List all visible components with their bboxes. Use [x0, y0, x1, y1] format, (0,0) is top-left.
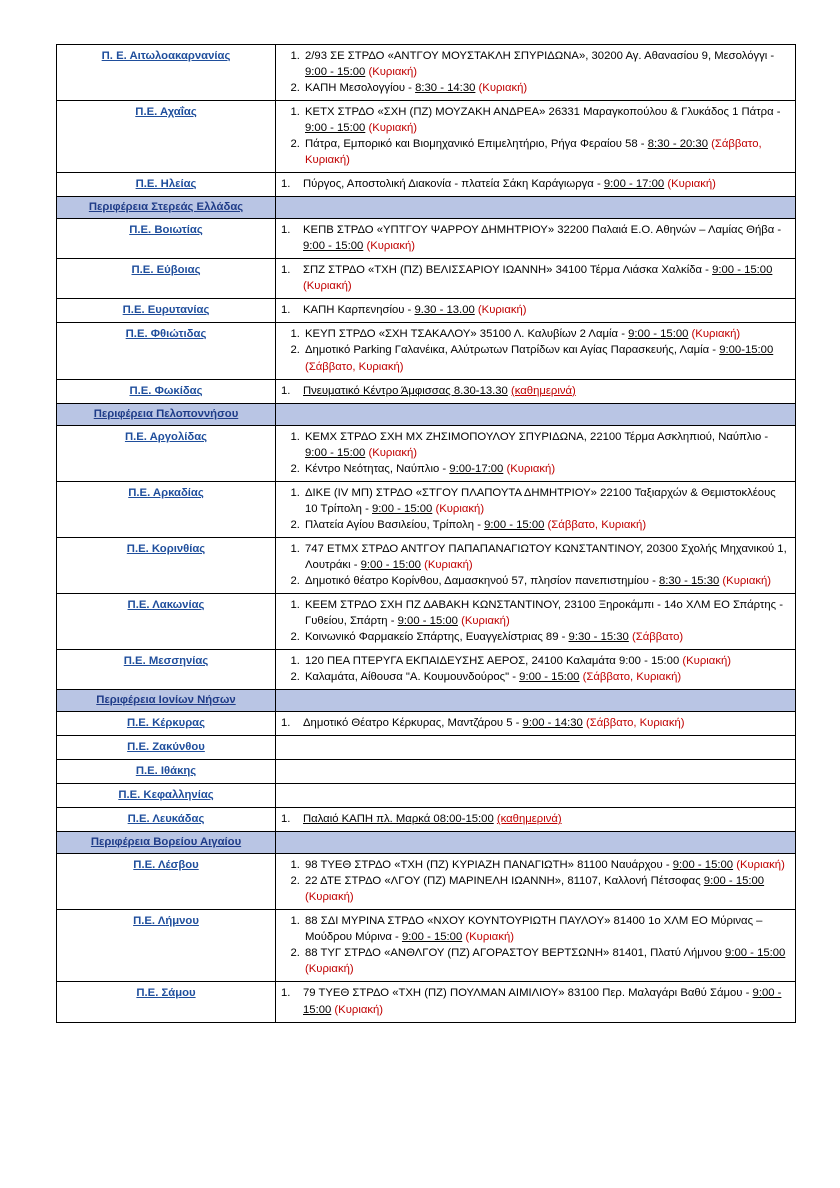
list-item: 1. ΚΕΥΠ ΣΤΡΔΟ «ΣΧΗ ΤΣΑΚΑΛΟΥ» 35100 Λ. Καλυβίων 2 Λαμία - 9:00 - 15:00 (Κυριακή) — [303, 326, 790, 342]
list-item: 1. Δημοτικό Θέατρο Κέρκυρας, Μαντζάρου 5 - 9:00 - 14:30 (Σάββατο, Κυριακή) — [281, 715, 790, 731]
region-cell — [57, 982, 276, 1022]
region-cell — [57, 379, 276, 403]
locations-list — [281, 485, 790, 533]
list-item: 1. Πύργος, Αποστολική Διακονία - πλατεία Σάκη Καράγιωργα - 9:00 - 17:00 (Κυριακή) — [281, 176, 790, 192]
section-spacer — [276, 832, 796, 854]
table-row — [57, 173, 796, 197]
region-cell — [57, 323, 276, 379]
table-row — [57, 219, 796, 259]
region-label: Π.Ε. Εύβοιας — [131, 264, 201, 277]
region-cell — [57, 299, 276, 323]
locations-cell — [276, 982, 796, 1022]
region-cell — [57, 910, 276, 982]
locations-cell — [276, 808, 796, 832]
locations-cell — [276, 173, 796, 197]
region-label: Π.Ε. Ηλείας — [135, 178, 197, 191]
locations-list — [281, 429, 790, 477]
locations-cell — [276, 537, 796, 593]
region-cell — [57, 784, 276, 808]
table-row — [57, 425, 796, 481]
list-item: 1. 2/93 ΣΕ ΣΤΡΔΟ «ΑΝΤΓΟΥ ΜΟΥΣΤΑΚΛΗ ΣΠΥΡΙΔΩΝΑ», 30200 Αγ. Αθανασίου 9, Μεσολόγγι - 9:00 - 15:00 (Κυριακή) — [303, 48, 790, 80]
list-item: 1. 79 ΤΥΕΘ ΣΤΡΔΟ «ΤΧΗ (ΠΖ) ΠΟΥΛΜΑΝ ΑΙΜΙΛΙΟΥ» 83100 Περ. Μαλαγάρι Βαθύ Σάμου - 9:00 - 15:00 (Κυριακή) — [281, 987, 782, 1016]
locations-cell — [276, 854, 796, 910]
locations-cell — [276, 649, 796, 689]
region-label: Π.Ε. Λακωνίας — [127, 598, 205, 611]
table-row — [57, 736, 796, 760]
table-row — [57, 101, 796, 173]
table-row — [57, 379, 796, 403]
table-row — [57, 323, 796, 379]
list-item-number: 1. — [281, 384, 291, 397]
locations-list — [281, 104, 790, 168]
region-cell — [57, 219, 276, 259]
list-item: 2. 88 ΤΥΓ ΣΤΡΔΟ «ΑΝΘΛΓΟΥ (ΠΖ) ΑΓΟΡΑΣΤΟΥ ΒΕΡΤΣΩΝΗ» 81401, Πλατύ Λήμνου 9:00 - 15:00 (Κυριακή) — [303, 945, 790, 977]
locations-cell — [276, 910, 796, 982]
list-item: 2. Κέντρο Νεότητας, Ναύπλιο - 9:00-17:00 (Κυριακή) — [303, 461, 790, 477]
table-row — [57, 537, 796, 593]
region-cell — [57, 808, 276, 832]
region-label: Π.Ε. Ζακύνθου — [127, 741, 205, 754]
list-item: 1. ΚΑΠΗ Καρπενησίου - 9.30 - 13.00 (Κυριακή) — [281, 302, 790, 318]
region-cell — [57, 649, 276, 689]
list-item: 1. 88 ΣΔΙ ΜΥΡΙΝΑ ΣΤΡΔΟ «ΝΧΟΥ ΚΟΥΝΤΟΥΡΙΩΤΗ ΠΑΥΛΟΥ» 81400 1ο ΧΛΜ ΕΟ Μύρινας – Μούδρου Μύρινα - 9:00 - 15:00 (Κυριακή) — [303, 913, 790, 945]
table-row — [57, 760, 796, 784]
list-item: 2. Κοινωνικό Φαρμακείο Σπάρτης, Ευαγγελίστριας 89 - 9:30 - 15:30 (Σάββατο) — [303, 629, 790, 645]
list-item: 1. ΣΠΖ ΣΤΡΔΟ «ΤΧΗ (ΠΖ) ΒΕΛΙΣΣΑΡΙΟΥ ΙΩΑΝΝΗ» 34100 Τέρμα Λιάσκα Χαλκίδα - 9:00 - 15:00 (Κυριακή) — [281, 264, 773, 293]
table-row — [57, 481, 796, 537]
table-row — [57, 712, 796, 736]
region-label: Π.Ε. Ευρυτανίας — [122, 304, 210, 317]
region-label: Π.Ε. Φθιώτιδας — [125, 328, 207, 341]
section-row — [57, 832, 796, 854]
region-cell — [57, 854, 276, 910]
region-label: Π.Ε. Σάμου — [136, 987, 196, 1000]
region-label: Π.Ε. Βοιωτίας — [129, 224, 203, 237]
table-row — [57, 982, 796, 1022]
list-item: 1. ΔΙΚΕ (IV ΜΠ) ΣΤΡΔΟ «ΣΤΓΟΥ ΠΛΑΠΟΥΤΑ ΔΗΜΗΤΡΙΟΥ» 22100 Ταξιαρχών & Θεμιστοκλέους 10 Τρίπολη - 9:00 - 15:00 (Κυριακή) — [303, 485, 790, 517]
table-row — [57, 299, 796, 323]
list-item-number: 1. — [281, 264, 291, 277]
locations-list — [281, 857, 790, 905]
locations-cell — [276, 481, 796, 537]
locations-cell — [276, 760, 796, 784]
section-row — [57, 403, 796, 425]
locations-cell — [276, 736, 796, 760]
list-item-number: 1. — [281, 304, 291, 317]
section-title-label: Περιφέρεια Πελοποννήσου — [93, 407, 239, 420]
list-item: 1. 747 ΕΤΜΧ ΣΤΡΔΟ ΑΝΤΓΟΥ ΠΑΠΑΠΑΝΑΓΙΩΤΟΥ ΚΩΝΣΤΑΝΤΙΝΟΥ, 20300 Σχολής Μηχανικού 1, Λουτράκι - 9:00 - 15:00 (Κυριακή) — [303, 541, 790, 573]
region-label: Π.Ε. Λήμνου — [133, 915, 199, 928]
region-label: Π.Ε. Μεσσηνίας — [123, 654, 209, 667]
locations-list — [281, 326, 790, 374]
list-item: 2. Δημοτικό θέατρο Κορίνθου, Δαμασκηνού 57, πλησίον πανεπιστημίου - 8:30 - 15:30 (Κυριακή) — [303, 573, 790, 589]
region-label: Π.Ε. Λευκάδας — [127, 813, 205, 826]
region-cell — [57, 537, 276, 593]
section-row — [57, 690, 796, 712]
locations-cell — [276, 712, 796, 736]
list-item: 1. 120 ΠΕΑ ΠΤΕΡΥΓΑ ΕΚΠΑΙΔΕΥΣΗΣ ΑΕΡΟΣ, 24100 Καλαμάτα 9:00 - 15:00 (Κυριακή) — [303, 653, 790, 669]
table-row — [57, 45, 796, 101]
region-label: Π.Ε. Φωκίδας — [129, 384, 203, 397]
list-item: 1. Πνευματικό Κέντρο Άμφισσας 8.30-13.30 (καθημερινά) — [281, 383, 790, 399]
table-row — [57, 259, 796, 299]
section-title-label: Περιφέρεια Στερεάς Ελλάδας — [88, 201, 244, 214]
list-item-number: 1. — [281, 813, 291, 826]
locations-cell — [276, 101, 796, 173]
table-row — [57, 593, 796, 649]
locations-cell — [276, 323, 796, 379]
locations-cell — [276, 299, 796, 323]
region-cell — [57, 760, 276, 784]
list-item-number: 1. — [281, 224, 291, 237]
region-label: Π.Ε. Κορινθίας — [126, 542, 206, 555]
list-item: 1. ΚΕΠΒ ΣΤΡΔΟ «ΥΠΤΓΟΥ ΨΑΡΡΟΥ ΔΗΜΗΤΡΙΟΥ» 32200 Παλαιά Ε.Ο. Αθηνών – Λαμίας Θήβα - 9:00 - 15:00 (Κυριακή) — [281, 224, 782, 253]
list-item: 2. Καλαμάτα, Αίθουσα "Α. Κουμουνδούρος" - 9:00 - 15:00 (Σάββατο, Κυριακή) — [303, 669, 790, 685]
section-title-label: Περιφέρεια Ιονίων Νήσων — [96, 694, 236, 707]
region-label: Π.Ε. Αρκαδίας — [128, 486, 204, 499]
locations-cell — [276, 45, 796, 101]
region-cell — [57, 101, 276, 173]
list-item: 2. Πλατεία Αγίου Βασιλείου, Τρίπολη - 9:00 - 15:00 (Σάββατο, Κυριακή) — [303, 517, 790, 533]
list-item: 1. ΚΕΕΜ ΣΤΡΔΟ ΣΧΗ ΠΖ ΔΑΒΑΚΗ ΚΩΝΣΤΑΝΤΙΝΟΥ, 23100 Ξηροκάμπι - 14ο ΧΛΜ ΕΟ Σπάρτης - Γυθείου, Σπάρτη - 9:00 - 15:00 (Κυριακή) — [303, 597, 790, 629]
table-row — [57, 854, 796, 910]
section-spacer — [276, 403, 796, 425]
region-label: Π. Ε. Αιτωλοακαρνανίας — [101, 50, 231, 62]
section-title — [57, 197, 276, 219]
list-item: 2. Δημοτικό Parking Γαλανέικα, Αλύτρωτων Πατρίδων και Αγίας Παρασκευής, Λαμία - 9:00-15:00 (Σάββατο, Κυριακή) — [303, 342, 790, 374]
region-cell — [57, 481, 276, 537]
list-item: 1. ΚΕΤΧ ΣΤΡΔΟ «ΣΧΗ (ΠΖ) ΜΟΥΖΑΚΗ ΑΝΔΡΕΑ» 26331 Μαραγκοπούλου & Γλυκάδος 1 Πάτρα - 9:00 - 15:00 (Κυριακή) — [303, 104, 790, 136]
locations-cell — [276, 219, 796, 259]
locations-list — [281, 597, 790, 645]
section-title — [57, 832, 276, 854]
table-row — [57, 910, 796, 982]
region-cell — [57, 425, 276, 481]
section-title — [57, 403, 276, 425]
locations-cell — [276, 259, 796, 299]
locations-list — [281, 653, 790, 685]
locations-cell — [276, 593, 796, 649]
region-label: Π.Ε. Αργολίδας — [124, 430, 208, 443]
region-label: Π.Ε. Κεφαλληνίας — [118, 789, 214, 802]
list-item: 2. Πάτρα, Εμπορικό και Βιομηχανικό Επιμελητήριο, Ρήγα Φεραίου 58 - 8:30 - 20:30 (Σάββατο, Κυριακή) — [303, 136, 790, 168]
locations-list — [281, 541, 790, 589]
section-spacer — [276, 197, 796, 219]
list-item-number: 1. — [281, 717, 291, 730]
list-item-number: 1. — [281, 987, 291, 1000]
section-row — [57, 197, 796, 219]
list-item-number: 1. — [281, 178, 291, 191]
locations-cell — [276, 784, 796, 808]
locations-cell — [276, 425, 796, 481]
region-label: Π.Ε. Ιθάκης — [135, 765, 197, 778]
list-item: 2. ΚΑΠΗ Μεσολογγίου - 8:30 - 14:30 (Κυριακή) — [303, 80, 790, 96]
list-item: 1. ΚΕΜΧ ΣΤΡΔΟ ΣΧΗ ΜΧ ΖΗΣΙΜΟΠΟΥΛΟΥ ΣΠΥΡΙΔΩΝΑ, 22100 Τέρμα Ασκληπιού, Ναύπλιο - 9:00 - 15:00 (Κυριακή) — [303, 429, 790, 461]
table-row — [57, 808, 796, 832]
section-title-label: Περιφέρεια Βορείου Αιγαίου — [90, 836, 242, 849]
section-spacer — [276, 690, 796, 712]
locations-cell — [276, 379, 796, 403]
list-item: 1. 98 ΤΥΕΘ ΣΤΡΔΟ «ΤΧΗ (ΠΖ) ΚΥΡΙΑΖΗ ΠΑΝΑΓΙΩΤΗ» 81100 Ναυάρχου - 9:00 - 15:00 (Κυριακή) — [303, 857, 790, 873]
region-cell — [57, 259, 276, 299]
table-row — [57, 649, 796, 689]
section-title — [57, 690, 276, 712]
region-cell — [57, 593, 276, 649]
region-cell — [57, 736, 276, 760]
region-label: Π.Ε. Λέσβου — [133, 859, 199, 872]
locations-list — [281, 48, 790, 96]
locations-table — [56, 44, 796, 1023]
region-label: Π.Ε. Αχαΐας — [135, 106, 197, 119]
region-label: Π.Ε. Κέρκυρας — [126, 717, 206, 730]
region-cell — [57, 45, 276, 101]
region-cell — [57, 173, 276, 197]
region-cell — [57, 712, 276, 736]
list-item: 1. Παλαιό ΚΑΠΗ πλ. Μαρκά 08:00-15:00 (καθημερινά) — [281, 811, 790, 827]
list-item: 2. 22 ΔΤΕ ΣΤΡΔΟ «ΛΓΟΥ (ΠΖ) ΜΑΡΙΝΕΛΗ ΙΩΑΝΝΗ», 81107, Καλλονή Πέτσοφας 9:00 - 15:00 (Κυριακή) — [303, 873, 790, 905]
table-row — [57, 784, 796, 808]
locations-list — [281, 913, 790, 977]
